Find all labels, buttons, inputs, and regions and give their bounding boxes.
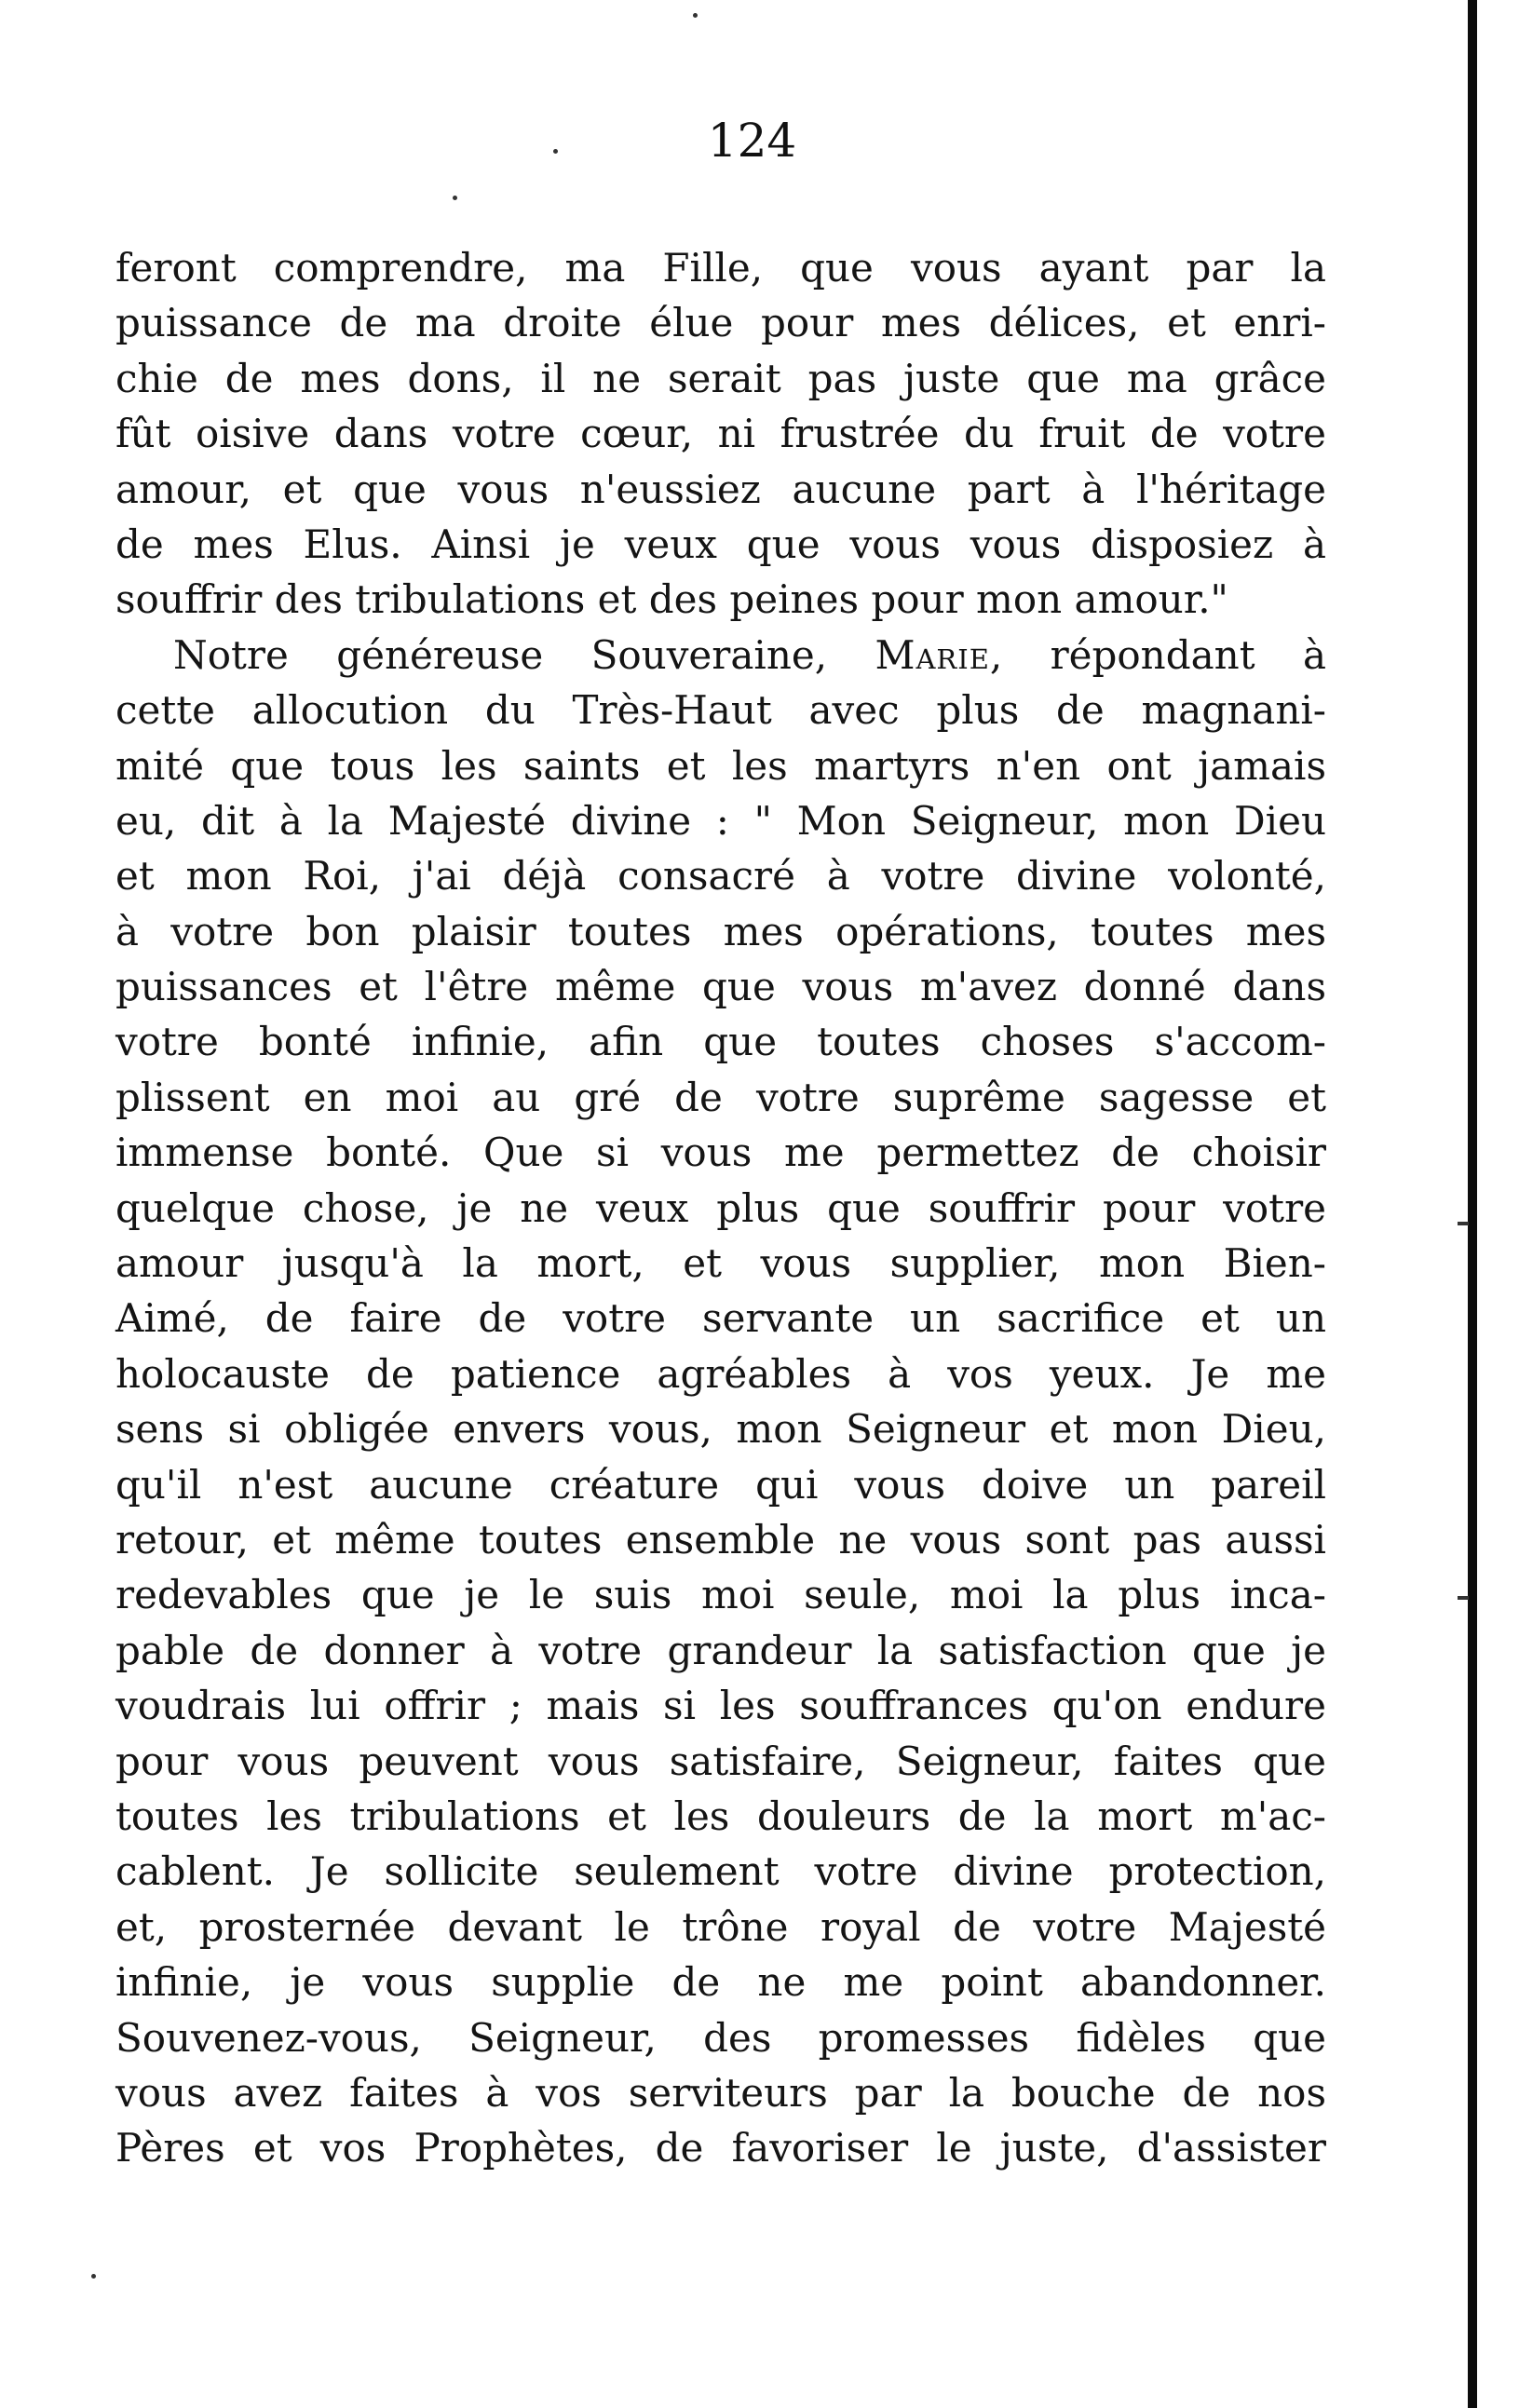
text-line: mité que tous les saints et les martyrs n'en ont jamais (115, 742, 1326, 789)
text-line: à votre bon plaisir toutes mes opérations, toutes mes (115, 908, 1326, 954)
text-line: puissances et l'être même que vous m'avez donné dans (115, 964, 1326, 1010)
page-edge-rule (1468, 0, 1477, 2408)
text-line: et, prosternée devant le trône royal de votre Majesté (115, 1903, 1326, 1950)
text-line: amour jusqu'à la mort, et vous supplier, mon Bien- (115, 1240, 1326, 1287)
text-line: holocauste de patience agréables à vos yeux. Je me (115, 1350, 1326, 1397)
text-line: quelque chose, je ne veux plus que souffrir pour votre (115, 1184, 1326, 1231)
text-line: feront comprendre, ma Fille, que vous ayant par la (115, 245, 1326, 291)
text-line: Pères et vos Prophètes, de favoriser le juste, d'assister (115, 2125, 1326, 2171)
text-line: de mes Elus. Ainsi je veux que vous vous disposiez à (115, 521, 1326, 567)
text-line: cablent. Je sollicite seulement votre divine protection, (115, 1848, 1326, 1895)
text-line: sens si obligée envers vous, mon Seigneur et mon Dieu, (115, 1406, 1326, 1453)
text-line: plissent en moi au gré de votre suprême sagesse et (115, 1074, 1326, 1120)
text-line: Aimé, de faire de votre servante un sacrifice et un (115, 1295, 1326, 1342)
text-line: fût oisive dans votre cœur, ni frustrée du fruit de votre (115, 411, 1326, 457)
paragraph-start-line (115, 628, 1326, 683)
body-text (115, 240, 1326, 2176)
text-line: et mon Roi, j'ai déjà consacré à votre divine volonté, (115, 853, 1326, 900)
edge-mark (1458, 1596, 1469, 1600)
proper-name: Marie (875, 631, 990, 678)
text-line: Souvenez-vous, Seigneur, des promesses fidèles que (115, 2014, 1326, 2061)
text-line: redevables que je le suis moi seule, moi la plus inca- (115, 1572, 1326, 1618)
edge-mark (1458, 1222, 1469, 1225)
page-number-text: 124 (707, 114, 797, 168)
text-line: pour vous peuvent vous satisfaire, Seigneur, faites que (115, 1738, 1326, 1784)
text-line: immense bonté. Que si vous me permettez de choisir (115, 1130, 1326, 1176)
page-number (0, 114, 1519, 168)
text-line: votre bonté infinie, afin que toutes choses s'accom- (115, 1019, 1326, 1065)
text-segment: Notre généreuse Souveraine, (173, 631, 875, 678)
text-line: toutes les tribulations et les douleurs de la mort m'ac- (115, 1792, 1326, 1839)
ink-speck (693, 13, 698, 18)
text-line: vous avez faites à vos serviteurs par la bouche de nos (115, 2069, 1326, 2116)
text-line: chie de mes dons, il ne serait pas juste que ma grâce (115, 355, 1326, 401)
text-line: voudrais lui offrir ; mais si les souffrances qu'on endure (115, 1683, 1326, 1729)
text-segment: , répondant à (989, 631, 1326, 678)
ink-speck (453, 196, 457, 200)
text-line: souffrir des tribulations et des peines pour mon amour." (115, 576, 1228, 623)
text-line: puissance de ma droite élue pour mes délices, et enri- (115, 300, 1326, 346)
text-line: pable de donner à votre grandeur la satisfaction que je (115, 1627, 1326, 1673)
text-line: cette allocution du Très-Haut avec plus de magnani- (115, 687, 1326, 734)
text-line: amour, et que vous n'eussiez aucune part à l'héritage (115, 466, 1326, 512)
ink-speck (91, 2274, 96, 2279)
text-line: eu, dit à la Majesté divine : " Mon Seigneur, mon Dieu (115, 797, 1326, 844)
text-line: qu'il n'est aucune créature qui vous doive un pareil (115, 1461, 1326, 1508)
text-line: retour, et même toutes ensemble ne vous sont pas aussi (115, 1516, 1326, 1562)
text-line: infinie, je vous supplie de ne me point abandonner. (115, 1959, 1326, 2006)
